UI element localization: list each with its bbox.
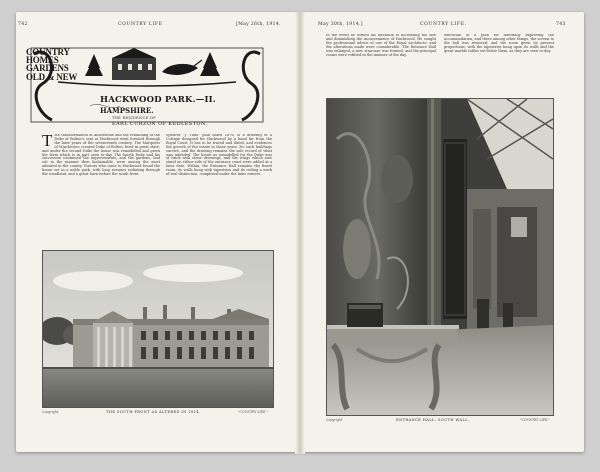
running-title-left: COUNTRY LIFE bbox=[118, 22, 163, 27]
left-column-2: Spencer "J. Tuffs" paid dated 1676, is a drawing of a Cottage designed for Hackwood by a hand far from the Royal Court. It has to be traced and dated, and evidences the growth of the estate in those years. No such buildings survive, and the drawing remains the sole record of what was intended. The house as remodelled for the Duke was of brick with stone dressings, and the wings which now stand on either side of the entrance court were added at a later date. Within, the Entrance Hall remains the finest room, its walls hung with tapestries and its ceiling a work of real distinction, completed under the later owners. bbox=[166, 134, 272, 177]
photo-credit-left: Copyright bbox=[42, 410, 59, 414]
place-title: HACKWOOD PARK.—II. bbox=[100, 95, 216, 105]
house-photo-icon bbox=[43, 251, 273, 407]
county: HAMPSHIRE. bbox=[100, 106, 154, 115]
photo-entrance-hall bbox=[326, 98, 554, 416]
left-column-1 bbox=[42, 134, 160, 246]
page-number-right: 743 bbox=[556, 22, 566, 27]
photo-south-front bbox=[42, 250, 274, 408]
owner-name: EARL CURZON OF KEDLESTON. bbox=[112, 121, 208, 127]
residence-line: THE RESIDENCE OF bbox=[112, 116, 156, 120]
photo-credit-right-2: "COUNTRY LIFE." bbox=[520, 418, 550, 422]
photo-credit-right: Copyright bbox=[326, 418, 343, 422]
date-left: [May 26th, 1914. bbox=[236, 22, 281, 27]
series-title-line-3: GARDENS bbox=[26, 63, 69, 74]
left-column-1-text: HE transformation of Abbotstone and the rebuilding of the Duke of Bolton's seat at Hackwood went forward through the later years of the seventeenth century. The Marquess of Winchester, created Duke of Bolton, lived in great state; and under the second Duke the house was remodelled and given the form which is in part seen to-day. The fourth Duke and his successors continued the improvements, and the gardens, laid out in the manner then fashionable, were among the most admired in the county. Visitors who came to Hackwood found the house set in a noble park, with long avenues radiating through the woodland, and a great lawn before the south front. bbox=[42, 134, 160, 177]
running-title-right: COUNTRY LIFE. bbox=[420, 22, 467, 27]
photo-caption-right: ENTRANCE HALL: SOUTH WALL. bbox=[396, 418, 470, 422]
series-title-line-4: OLD & NEW bbox=[26, 71, 78, 82]
series-title-line-2: HOMES bbox=[26, 55, 59, 66]
drop-cap: T bbox=[42, 134, 53, 150]
date-right: May 30th, 1914.] bbox=[318, 22, 363, 27]
gutter bbox=[295, 12, 305, 454]
page-number-left: 742 bbox=[18, 22, 28, 27]
hall-photo-icon bbox=[327, 99, 553, 415]
series-title bbox=[26, 48, 86, 81]
photo-credit-left-2: "COUNTRY LIFE." bbox=[238, 410, 268, 414]
series-title-line-1: COUNTRY bbox=[26, 47, 70, 57]
photo-caption-left: THE SOUTH FRONT AS ALTERED IN 1814. bbox=[106, 410, 201, 414]
right-column-1: In the event he turned his attention to increasing the size and diminishing the inconvenience of Hackwood. He sought the professional advice of one of the Royal Architects, and the alterations made were considerable. The Entrance Hall was enlarged, a new staircase was formed, and the principal rooms were refitted in the manner of the day. bbox=[326, 34, 436, 57]
right-column-2: execution of a plan for internally improving the accommodation; and there among other things, the screen to the hall was removed, and the room given its present proportions, with the tapestries hung upon its walls and the great marble tables set below them, as they are seen to-day. bbox=[444, 34, 554, 53]
